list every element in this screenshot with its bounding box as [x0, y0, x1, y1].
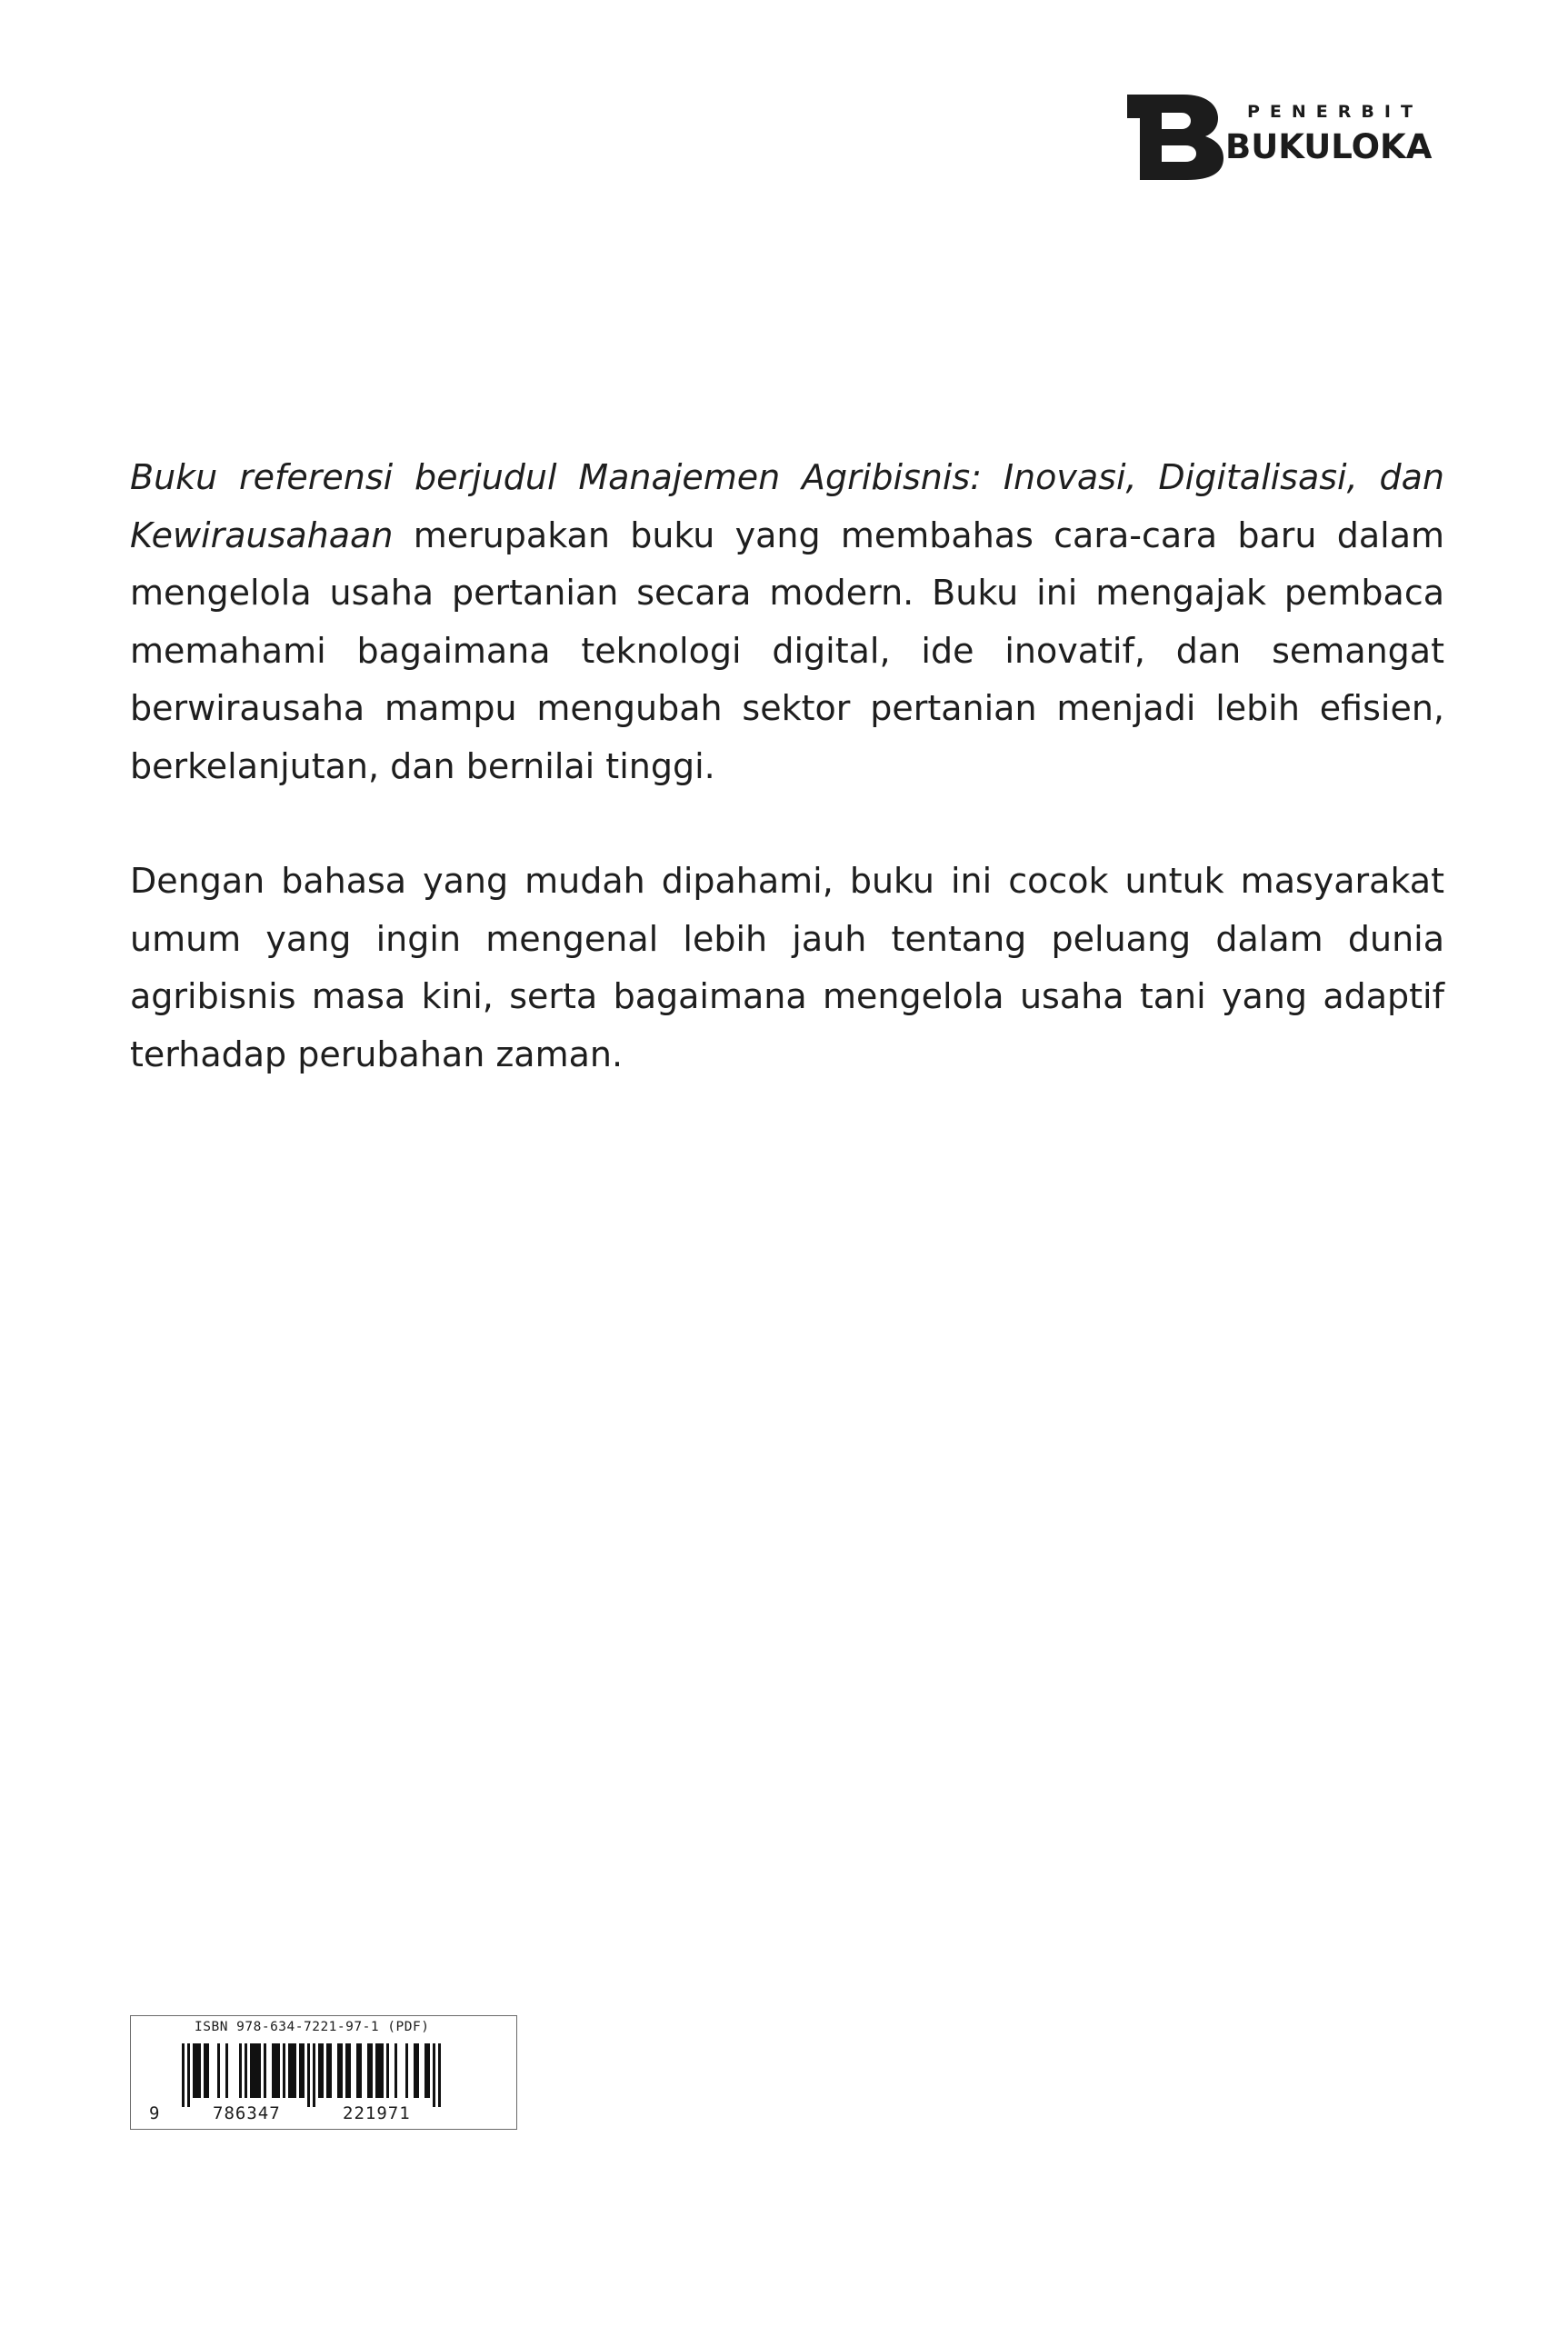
barcode-bar — [245, 2043, 247, 2098]
barcode-bar — [187, 2043, 190, 2107]
blurb-paragraph-1-text: merupakan buku yang membahas cara-cara baru dalam mengelola usaha pertanian secara modern. Buku ini mengajak pembaca memahami bagaimana teknologi digital, ide inovatif, dan semangat berwirausaha mampu mengubah sektor pertanian menjadi lebih efisien, berkelanjutan, dan bernilai tinggi. — [130, 514, 1444, 786]
barcode-bar — [405, 2043, 408, 2098]
barcode-bar — [438, 2043, 441, 2107]
publisher-prefix: PENERBIT — [1247, 102, 1423, 122]
barcode-bar — [288, 2043, 296, 2098]
barcode-bar — [193, 2043, 201, 2098]
barcode-bar — [367, 2043, 373, 2098]
barcode-bar — [225, 2043, 228, 2098]
blurb-paragraph-1 — [130, 449, 1444, 795]
barcode-bar — [375, 2043, 384, 2098]
barcode-digit-first: 9 — [149, 2103, 160, 2123]
barcode-bar — [356, 2043, 362, 2098]
barcode-bar — [283, 2043, 285, 2098]
barcode-bar — [424, 2043, 430, 2098]
publisher-name: BUKULOKA — [1225, 127, 1433, 166]
barcode-bars-icon — [131, 2016, 518, 2131]
barcode-bar — [217, 2043, 220, 2098]
barcode-bar — [264, 2043, 266, 2098]
barcode-digits-left: 786347 — [213, 2103, 281, 2123]
barcode-bar — [318, 2043, 324, 2098]
isbn-barcode — [130, 2015, 517, 2130]
barcode-bar — [313, 2043, 315, 2107]
barcode-bar — [337, 2043, 343, 2098]
barcode-bar — [239, 2043, 242, 2098]
barcode-bar — [433, 2043, 435, 2107]
publisher-logo — [1127, 95, 1445, 182]
barcode-bar — [272, 2043, 280, 2098]
barcode-bar — [204, 2043, 209, 2098]
book-title-italic: Buku referensi berjudul Manajemen Agribisnis: Inovasi, Digitalisasi, dan Kewirausahaan — [130, 457, 1444, 555]
barcode-bar — [326, 2043, 332, 2098]
barcode-bar — [394, 2043, 397, 2098]
barcode-bar — [386, 2043, 389, 2098]
barcode-digits-right: 221971 — [343, 2103, 411, 2123]
barcode-bar — [250, 2043, 261, 2098]
book-blurb — [130, 449, 1444, 1084]
logo-b-mark-icon — [1127, 95, 1223, 180]
barcode-bar — [182, 2043, 185, 2107]
barcode-bar — [345, 2043, 351, 2098]
blurb-paragraph-2: Dengan bahasa yang mudah dipahami, buku ini cocok untuk masyarakat umum yang ingin mengenal lebih jauh tentang peluang dalam dunia agribisnis masa kini, serta bagaimana mengelola usaha tani yang adaptif terhadap perubahan zaman. — [130, 861, 1444, 1074]
barcode-bar — [307, 2043, 310, 2107]
isbn-label: ISBN 978-634-7221-97-1 (PDF) — [195, 2020, 430, 2034]
barcode-bar — [414, 2043, 419, 2098]
barcode-bar — [299, 2043, 305, 2098]
